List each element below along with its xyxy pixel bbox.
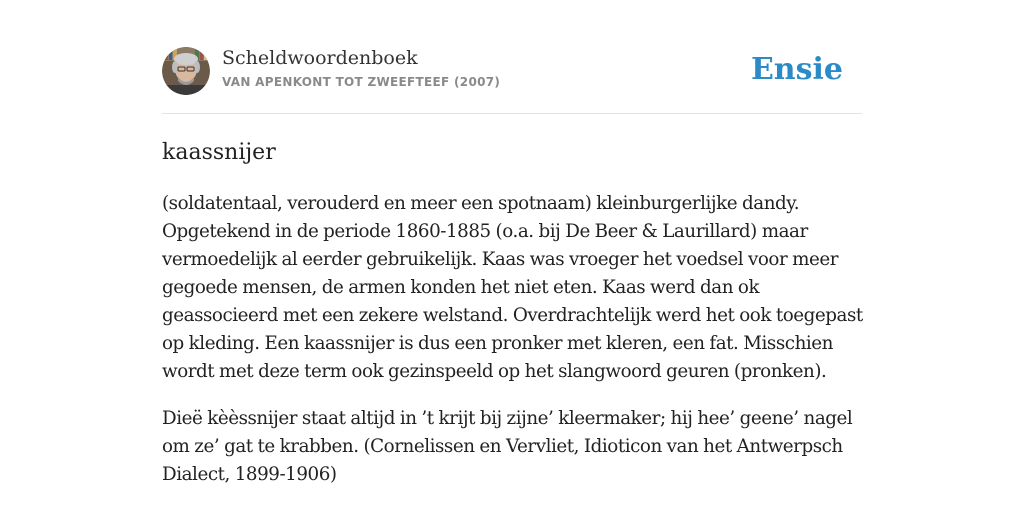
header-divider <box>162 113 862 114</box>
author-avatar[interactable] <box>162 47 210 95</box>
source-title[interactable]: Scheldwoordenboek <box>222 47 418 69</box>
entry-term: kaassnijer <box>162 140 276 165</box>
source-subtitle: VAN APENKONT TOT ZWEEFTEEF (2007) <box>222 75 501 89</box>
source-header <box>162 46 862 96</box>
entry-definition: (soldatentaal, verouderd en meer een spotnaam) kleinburgerlijke dandy. Opgetekend in de periode 1860-1885 (o.a. bij De Beer & Laurillard) maar vermoedelijk al eerder gebruikelijk. Kaas was vroeger het voedsel voor meer gegoede mensen, de armen konden het niet eten. Kaas werd dan ok geassocieerd met een zekere welstand. Overdrachtelijk werd het ook toegepast op kleding. Een kaassnijer is dus een pronker met kleren, een fat. Misschien wordt met deze term ook gezinspeeld op het slangwoord geuren (pronken). <box>162 193 863 382</box>
ensie-logo[interactable]: Ensie <box>750 52 843 87</box>
entry-example: Dieë kèèssnijer staat altijd in ’t krijt bij zijne’ kleermaker; hij hee’ geene’ nagel om ze’ gat te krabben. (Cornelissen en Vervliet, Idioticon van het Antwerpsch Dialect, 1899-1906) <box>162 408 853 485</box>
